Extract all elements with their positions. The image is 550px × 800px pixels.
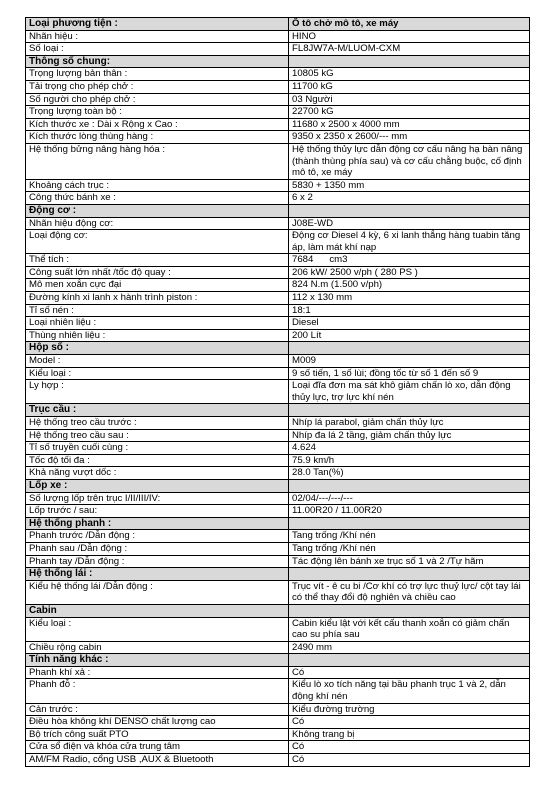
section-header-row (26, 517, 530, 530)
spec-label: Loại nhiên liệu : (26, 317, 289, 330)
spec-table-body (26, 18, 530, 767)
section-title: Động cơ : (26, 204, 289, 217)
spec-value: 02/04/---/---/--- (289, 492, 530, 505)
spec-row (26, 304, 530, 317)
spec-label: Kích thước xe : Dài x Rộng x Cao : (26, 118, 289, 131)
spec-value: Có (289, 666, 530, 679)
spec-row (26, 617, 530, 641)
spec-label: Tốc độ tối đa : (26, 454, 289, 467)
spec-row (26, 93, 530, 106)
spec-row (26, 741, 530, 754)
section-header-row (26, 18, 530, 31)
section-title: Loại phương tiện : (26, 18, 289, 31)
section-header-row (26, 479, 530, 492)
spec-row (26, 467, 530, 480)
spec-label: Mô men xoắn cực đại (26, 279, 289, 292)
spec-value: 2490 mm (289, 641, 530, 654)
spec-label: Tỉ số nén : (26, 304, 289, 317)
spec-label: Công suất lớn nhất /tốc độ quay : (26, 266, 289, 279)
spec-label: Điều hòa không khí DENSO chất lượng cao (26, 716, 289, 729)
spec-value: 7684 cm3 (289, 254, 530, 267)
spec-value: Loại đĩa đơn ma sát khô giảm chấn lò xo, dẫn động thủy lực, trợ lực khí nén (289, 380, 530, 404)
spec-value: Trục vít - ê cu bi /Cơ khí có trợ lực thuỷ lực/ cột tay lái có thể thay đổi độ nghiên và chiều cao (289, 580, 530, 604)
spec-row (26, 728, 530, 741)
section-value (289, 568, 530, 581)
spec-value: 11.00R20 / 11.00R20 (289, 505, 530, 518)
spec-row (26, 754, 530, 767)
section-value (289, 604, 530, 617)
section-value (289, 342, 530, 355)
spec-value: 200 Lít (289, 329, 530, 342)
section-header-row (26, 55, 530, 68)
spec-row (26, 580, 530, 604)
spec-row (26, 555, 530, 568)
spec-label: Số loại : (26, 43, 289, 56)
spec-value: Có (289, 741, 530, 754)
spec-row (26, 118, 530, 131)
spec-value: Nhíp đa lá 2 tầng, giảm chấn thủy lực (289, 429, 530, 442)
spec-row (26, 192, 530, 205)
spec-label: Nhãn hiệu : (26, 30, 289, 43)
spec-row (26, 217, 530, 230)
section-title: Cabin (26, 604, 289, 617)
spec-label: Cửa sổ điện và khóa cửa trung tâm (26, 741, 289, 754)
spec-label: Phanh khí xả : (26, 666, 289, 679)
spec-label: Kiểu hệ thống lái /Dẫn động : (26, 580, 289, 604)
spec-value: Kiểu đường trường (289, 703, 530, 716)
spec-value: M009 (289, 355, 530, 368)
spec-row (26, 679, 530, 703)
spec-row (26, 143, 530, 179)
spec-value: 9 số tiến, 1 số lùi; đồng tốc từ số 1 đến số 9 (289, 367, 530, 380)
spec-row (26, 230, 530, 254)
section-value (289, 55, 530, 68)
section-title: Thông số chung: (26, 55, 289, 68)
spec-value: 9350 x 2350 x 2600/--- mm (289, 131, 530, 144)
spec-value: J08E-WD (289, 217, 530, 230)
spec-label: AM/FM Radio, cổng USB ,AUX & Bluetooth (26, 754, 289, 767)
spec-row (26, 442, 530, 455)
spec-label: Thùng nhiên liệu : (26, 329, 289, 342)
spec-value: 28.0 Tan(%) (289, 467, 530, 480)
spec-row (26, 355, 530, 368)
spec-row (26, 666, 530, 679)
section-value: Ô tô chở mô tô, xe máy (289, 18, 530, 31)
spec-label: Khoảng cách trục : (26, 179, 289, 192)
spec-value: 5830 + 1350 mm (289, 179, 530, 192)
spec-value: Có (289, 754, 530, 767)
spec-label: Thể tích : (26, 254, 289, 267)
spec-row (26, 292, 530, 305)
section-header-row (26, 204, 530, 217)
spec-label: Tỉ số truyền cuối cùng : (26, 442, 289, 455)
spec-label: Chiều rộng cabin (26, 641, 289, 654)
spec-row (26, 254, 530, 267)
section-value (289, 404, 530, 417)
spec-label: Phanh đỗ : (26, 679, 289, 703)
spec-value: Tang trống /Khí nén (289, 542, 530, 555)
spec-row (26, 367, 530, 380)
spec-sheet (25, 17, 530, 767)
spec-value: 22700 kG (289, 106, 530, 119)
spec-value: Kiểu lò xo tích năng tại bầu phanh trục 1 và 2, dẫn động khí nén (289, 679, 530, 703)
spec-row (26, 429, 530, 442)
section-title: Trục cầu : (26, 404, 289, 417)
spec-label: Model : (26, 355, 289, 368)
section-header-row (26, 342, 530, 355)
spec-label: Bộ trích công suất PTO (26, 728, 289, 741)
spec-label: Kiểu loại : (26, 367, 289, 380)
spec-label: Loại động cơ: (26, 230, 289, 254)
spec-value: 824 N.m (1.500 v/ph) (289, 279, 530, 292)
spec-row (26, 716, 530, 729)
spec-label: Phanh tay /Dẫn động : (26, 555, 289, 568)
spec-label: Trọng lượng toàn bộ : (26, 106, 289, 119)
section-header-row (26, 654, 530, 667)
section-value (289, 517, 530, 530)
spec-label: Phanh trước /Dẫn động : (26, 530, 289, 543)
spec-row (26, 30, 530, 43)
spec-label: Đường kính xi lanh x hành trình piston : (26, 292, 289, 305)
spec-label: Phanh sau /Dẫn động : (26, 542, 289, 555)
spec-row (26, 505, 530, 518)
spec-table (25, 17, 530, 767)
spec-label: Nhãn hiệu động cơ: (26, 217, 289, 230)
section-value (289, 654, 530, 667)
spec-row (26, 380, 530, 404)
section-title: Hộp số : (26, 342, 289, 355)
spec-value: 75.9 km/h (289, 454, 530, 467)
spec-row (26, 417, 530, 430)
spec-row (26, 641, 530, 654)
spec-label: Hệ thống treo cầu trước : (26, 417, 289, 430)
spec-label: Tải trọng cho phép chở : (26, 80, 289, 93)
spec-row (26, 68, 530, 81)
spec-value: 11680 x 2500 x 4000 mm (289, 118, 530, 131)
spec-value: Động cơ Diesel 4 kỳ, 6 xi lanh thẳng hàng tuabin tăng áp, làm mát khí nạp (289, 230, 530, 254)
spec-row (26, 530, 530, 543)
spec-value: 18:1 (289, 304, 530, 317)
spec-value: Tang trống /Khí nén (289, 530, 530, 543)
spec-value: 112 x 130 mm (289, 292, 530, 305)
spec-label: Số người cho phép chở : (26, 93, 289, 106)
spec-value: 4.624 (289, 442, 530, 455)
section-header-row (26, 604, 530, 617)
spec-label: Hệ thống treo cầu sau : (26, 429, 289, 442)
spec-value: 03 Người (289, 93, 530, 106)
spec-value: Nhíp lá parabol, giảm chấn thủy lực (289, 417, 530, 430)
spec-value: FL8JW7A-M/LUOM-CXM (289, 43, 530, 56)
spec-value: 206 kW/ 2500 v/ph ( 280 PS ) (289, 266, 530, 279)
spec-row (26, 542, 530, 555)
spec-row (26, 179, 530, 192)
spec-value: 6 x 2 (289, 192, 530, 205)
spec-label: Ly hợp : (26, 380, 289, 404)
spec-value: 11700 kG (289, 80, 530, 93)
spec-label: Kích thước lòng thùng hàng : (26, 131, 289, 144)
spec-row (26, 454, 530, 467)
section-value (289, 204, 530, 217)
spec-row (26, 43, 530, 56)
spec-label: Cản trước : (26, 703, 289, 716)
spec-value: 10805 kG (289, 68, 530, 81)
spec-label: Kiểu loại : (26, 617, 289, 641)
spec-value: Diesel (289, 317, 530, 330)
spec-row (26, 703, 530, 716)
section-title: Tính năng khác : (26, 654, 289, 667)
spec-label: Công thức bánh xe : (26, 192, 289, 205)
section-title: Hệ thống lái : (26, 568, 289, 581)
spec-label: Lốp trước / sau: (26, 505, 289, 518)
section-title: Hệ thống phanh : (26, 517, 289, 530)
spec-value: Hệ thống thủy lực dẫn động cơ cấu nâng hạ bàn nâng (thành thùng phía sau) và cơ cấu chằng buộc, cố định mô tô, xe máy (289, 143, 530, 179)
spec-row (26, 329, 530, 342)
section-header-row (26, 404, 530, 417)
spec-row (26, 266, 530, 279)
spec-value: Có (289, 716, 530, 729)
spec-value: Tác động lên bánh xe trục số 1 và 2 /Tự hãm (289, 555, 530, 568)
section-value (289, 479, 530, 492)
spec-value: Không trang bị (289, 728, 530, 741)
spec-value: HINO (289, 30, 530, 43)
spec-row (26, 279, 530, 292)
spec-label: Số lượng lốp trên trục I/II/III/IV: (26, 492, 289, 505)
spec-label: Hệ thống bửng nâng hàng hóa : (26, 143, 289, 179)
section-header-row (26, 568, 530, 581)
section-title: Lốp xe : (26, 479, 289, 492)
spec-row (26, 106, 530, 119)
spec-label: Khả năng vượt dốc : (26, 467, 289, 480)
spec-row (26, 80, 530, 93)
spec-row (26, 492, 530, 505)
spec-label: Trọng lượng bản thân : (26, 68, 289, 81)
spec-value: Cabin kiểu lật với kết cấu thanh xoắn có giảm chấn cao su phía sau (289, 617, 530, 641)
spec-row (26, 131, 530, 144)
spec-row (26, 317, 530, 330)
